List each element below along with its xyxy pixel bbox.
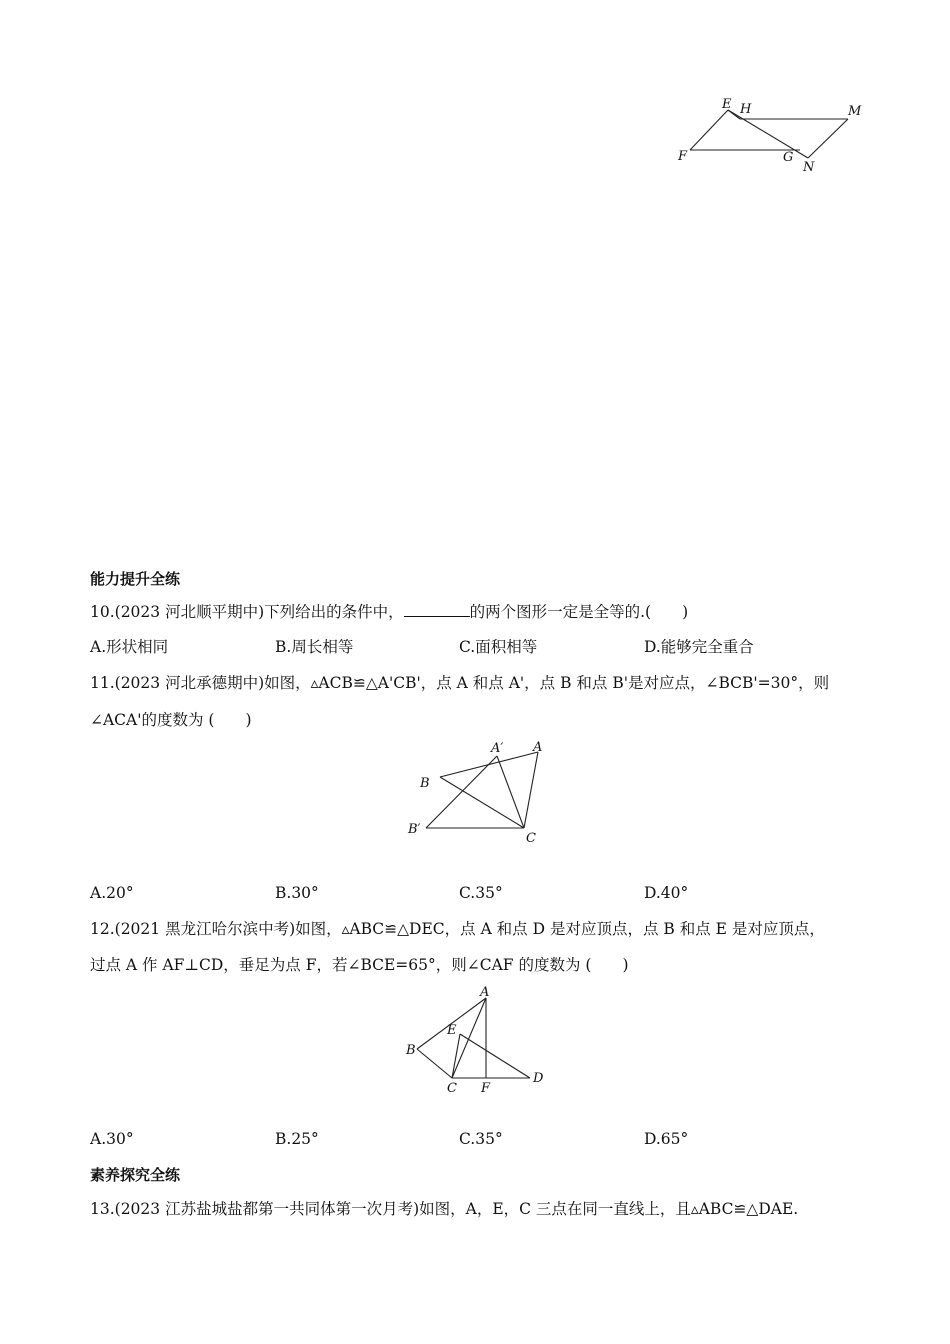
figure-parallelogram xyxy=(670,92,870,178)
label-G: G xyxy=(783,150,794,165)
label-F: F xyxy=(678,149,688,164)
q10-option-d[interactable]: D.能够完全重合 xyxy=(644,638,754,656)
q10-stem-before: 10.(2023 河北顺平期中)下列给出的条件中， xyxy=(90,603,404,621)
question-10-stem xyxy=(90,602,688,622)
question-11-stem-line2: ∠ACA'的度数为 ( ) xyxy=(90,711,252,729)
question-12-stem-line2: 过点 A 作 AF⊥CD，垂足为点 F，若∠BCE=65°，则∠CAF 的度数为 ( ) xyxy=(90,956,629,974)
question-13-stem: 13.(2023 江苏盐城盐都第一共同体第一次月考)如图，A，E，C 三点在同一直线上，且▵ABC≌△DAE. xyxy=(90,1200,799,1218)
label-F: F xyxy=(481,1081,491,1096)
label-A: A xyxy=(533,740,543,755)
segment-A-C xyxy=(524,752,538,828)
label-A-prime: A′ xyxy=(491,741,504,756)
figure-q12-triangles xyxy=(400,982,560,1098)
q12-option-a[interactable]: A.30° xyxy=(90,1130,134,1148)
q12-option-b[interactable]: B.25° xyxy=(275,1130,319,1148)
segment-MN xyxy=(808,119,848,158)
question-11-stem-line1: 11.(2023 河北承德期中)如图，▵ACB≌△A'CB'，点 A 和点 A'，点 B 和点 B'是对应点，∠BCB'=30°，则 xyxy=(90,674,830,692)
label-H: H xyxy=(740,102,752,117)
label-B-prime: B′ xyxy=(408,822,421,837)
segment-C-B xyxy=(440,777,524,828)
q10-answer-blank[interactable] xyxy=(404,602,470,617)
segment-E-C xyxy=(452,1034,460,1078)
segment-D-E xyxy=(460,1034,530,1078)
q11-option-a[interactable]: A.20° xyxy=(90,884,134,902)
label-A: A xyxy=(480,985,490,1000)
label-B: B xyxy=(406,1043,416,1058)
label-C: C xyxy=(526,831,536,846)
segment-B-C xyxy=(417,1049,452,1078)
label-B: B xyxy=(420,776,430,791)
label-C: C xyxy=(447,1081,457,1096)
segment-B1-A1 xyxy=(426,756,497,828)
segment-EN xyxy=(728,110,808,158)
q12-option-c[interactable]: C.35° xyxy=(459,1130,503,1148)
label-N: N xyxy=(803,160,815,175)
label-M: M xyxy=(848,104,862,119)
label-E: E xyxy=(447,1023,457,1038)
figure-q11-triangles xyxy=(400,734,560,850)
section-title-ability: 能力提升全练 xyxy=(90,570,181,588)
label-E: E xyxy=(722,97,732,112)
section-title-literacy: 素养探究全练 xyxy=(90,1166,181,1184)
q10-stem-after: 的两个图形一定是全等的.( ) xyxy=(469,603,689,621)
label-D: D xyxy=(533,1071,544,1086)
question-12-stem-line1: 12.(2021 黑龙江哈尔滨中考)如图，▵ABC≌△DEC，点 A 和点 D 是对应顶点，点 B 和点 E 是对应顶点， xyxy=(90,920,825,938)
q10-option-c[interactable]: C.面积相等 xyxy=(459,638,538,656)
segment-A1-C xyxy=(497,756,524,828)
q11-option-c[interactable]: C.35° xyxy=(459,884,503,902)
q10-option-b[interactable]: B.周长相等 xyxy=(275,638,354,656)
q11-option-b[interactable]: B.30° xyxy=(275,884,319,902)
segment-EF xyxy=(690,110,728,150)
q11-option-d[interactable]: D.40° xyxy=(644,884,689,902)
q12-option-d[interactable]: D.65° xyxy=(644,1130,689,1148)
q10-option-a[interactable]: A.形状相同 xyxy=(90,638,169,656)
